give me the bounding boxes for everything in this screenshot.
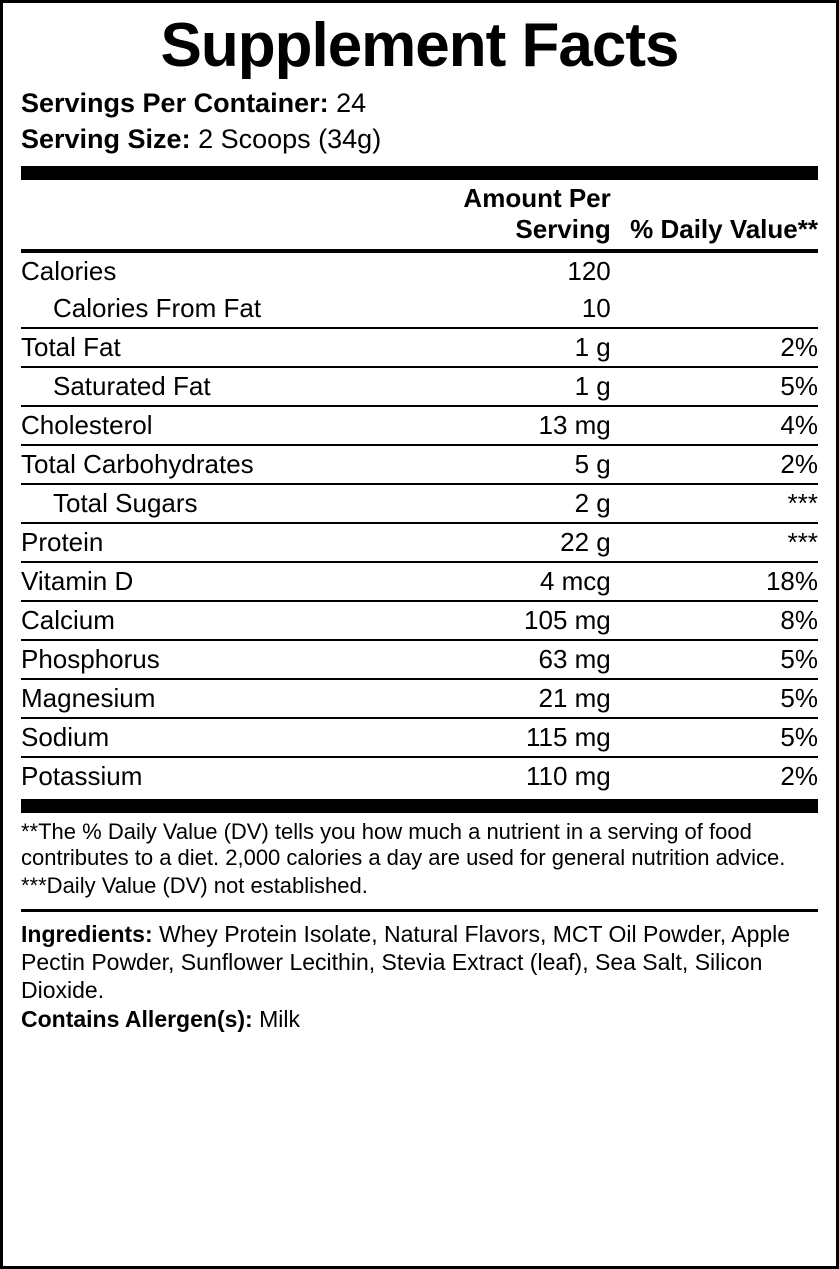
row-amount: 63 mg <box>372 640 611 679</box>
row-dv: 5% <box>611 367 818 406</box>
row-dv: 2% <box>611 445 818 484</box>
header-blank <box>21 180 372 251</box>
row-dv: 8% <box>611 601 818 640</box>
row-dv: 5% <box>611 640 818 679</box>
row-amount: 115 mg <box>372 718 611 757</box>
row-dv: 18% <box>611 562 818 601</box>
row-name: Sodium <box>21 718 372 757</box>
servings-per-container-label: Servings Per Container: <box>21 88 329 118</box>
page-title: Supplement Facts <box>160 11 679 80</box>
table-row <box>21 290 818 328</box>
allergens-label: Contains Allergen(s): <box>21 1005 253 1032</box>
row-name: Cholesterol <box>21 406 372 445</box>
table-row <box>21 367 818 406</box>
row-dv <box>611 290 818 328</box>
row-amount: 22 g <box>372 523 611 562</box>
ingredients-divider <box>21 909 818 912</box>
row-amount: 2 g <box>372 484 611 523</box>
row-amount: 21 mg <box>372 679 611 718</box>
ingredients-text: Whey Protein Isolate, Natural Flavors, MCT Oil Powder, Apple Pectin Powder, Sunflower Lecithin, Stevia Extract (leaf), Sea Salt, Silicon Dioxide. <box>21 920 791 1003</box>
row-amount: 120 <box>567 255 611 286</box>
thick-rule-bottom <box>21 799 818 813</box>
row-amount: 1 g <box>372 328 611 367</box>
header-daily-value: % Daily Value** <box>611 180 818 251</box>
bottom-spacer <box>21 1033 818 1258</box>
row-dv: *** <box>611 523 818 562</box>
allergens-block <box>21 1006 818 1033</box>
table-header-row <box>21 180 818 251</box>
row-amount: 110 mg <box>525 760 611 791</box>
thick-rule-top <box>21 166 818 180</box>
row-name: Protein <box>21 523 372 562</box>
row-name: Saturated Fat <box>21 367 372 406</box>
serving-size-value: 2 Scoops (34g) <box>198 124 382 155</box>
table-row <box>21 757 818 795</box>
nutrition-table <box>21 180 818 795</box>
table-row <box>21 328 818 367</box>
row-dv: 5% <box>611 718 818 757</box>
footnote-not-established: ***Daily Value (DV) not established. <box>21 872 368 898</box>
row-dv: 2% <box>611 328 818 367</box>
row-name: Phosphorus <box>21 640 372 679</box>
table-row <box>21 640 818 679</box>
table-row <box>21 718 818 757</box>
header-amount-per-serving: Amount Per Serving <box>372 180 611 251</box>
table-row <box>21 445 818 484</box>
table-row <box>21 562 818 601</box>
footnote-daily-value: **The % Daily Value (DV) tells you how much a nutrient in a serving of food contributes to a diet. 2,000 calories a day are used for general nutrition advice. <box>21 818 786 870</box>
serving-size <box>21 121 818 157</box>
row-dv <box>611 251 818 290</box>
table-row <box>21 406 818 445</box>
row-name: Total Carbohydrates <box>21 445 372 484</box>
row-dv: 4% <box>611 406 818 445</box>
serving-size-label: Serving Size: <box>21 124 191 155</box>
table-row <box>21 523 818 562</box>
servings-per-container-value: 24 <box>336 88 367 118</box>
row-amount: 1 g <box>372 367 611 406</box>
row-dv: 2% <box>780 760 818 791</box>
allergens-text: Milk <box>252 1005 300 1032</box>
row-name: Calories From Fat <box>21 290 372 328</box>
footnotes <box>21 819 818 901</box>
row-amount: 10 <box>372 290 611 328</box>
table-row <box>21 679 818 718</box>
servings-per-container <box>21 85 818 121</box>
table-row <box>21 484 818 523</box>
row-amount: 4 mcg <box>372 562 611 601</box>
row-amount: 13 mg <box>372 406 611 445</box>
row-name: Calories <box>21 255 117 286</box>
ingredients-block <box>21 920 818 1004</box>
row-dv: 5% <box>611 679 818 718</box>
row-name: Potassium <box>21 760 143 791</box>
table-row <box>21 251 818 290</box>
ingredients-label: Ingredients: <box>21 920 153 947</box>
row-name: Total Fat <box>21 328 372 367</box>
row-dv: *** <box>611 484 818 523</box>
table-row <box>21 601 818 640</box>
row-name: Vitamin D <box>21 562 372 601</box>
row-amount: 105 mg <box>372 601 611 640</box>
row-name: Total Sugars <box>21 484 372 523</box>
row-name: Calcium <box>21 601 372 640</box>
row-name: Magnesium <box>21 679 372 718</box>
row-amount: 5 g <box>372 445 611 484</box>
